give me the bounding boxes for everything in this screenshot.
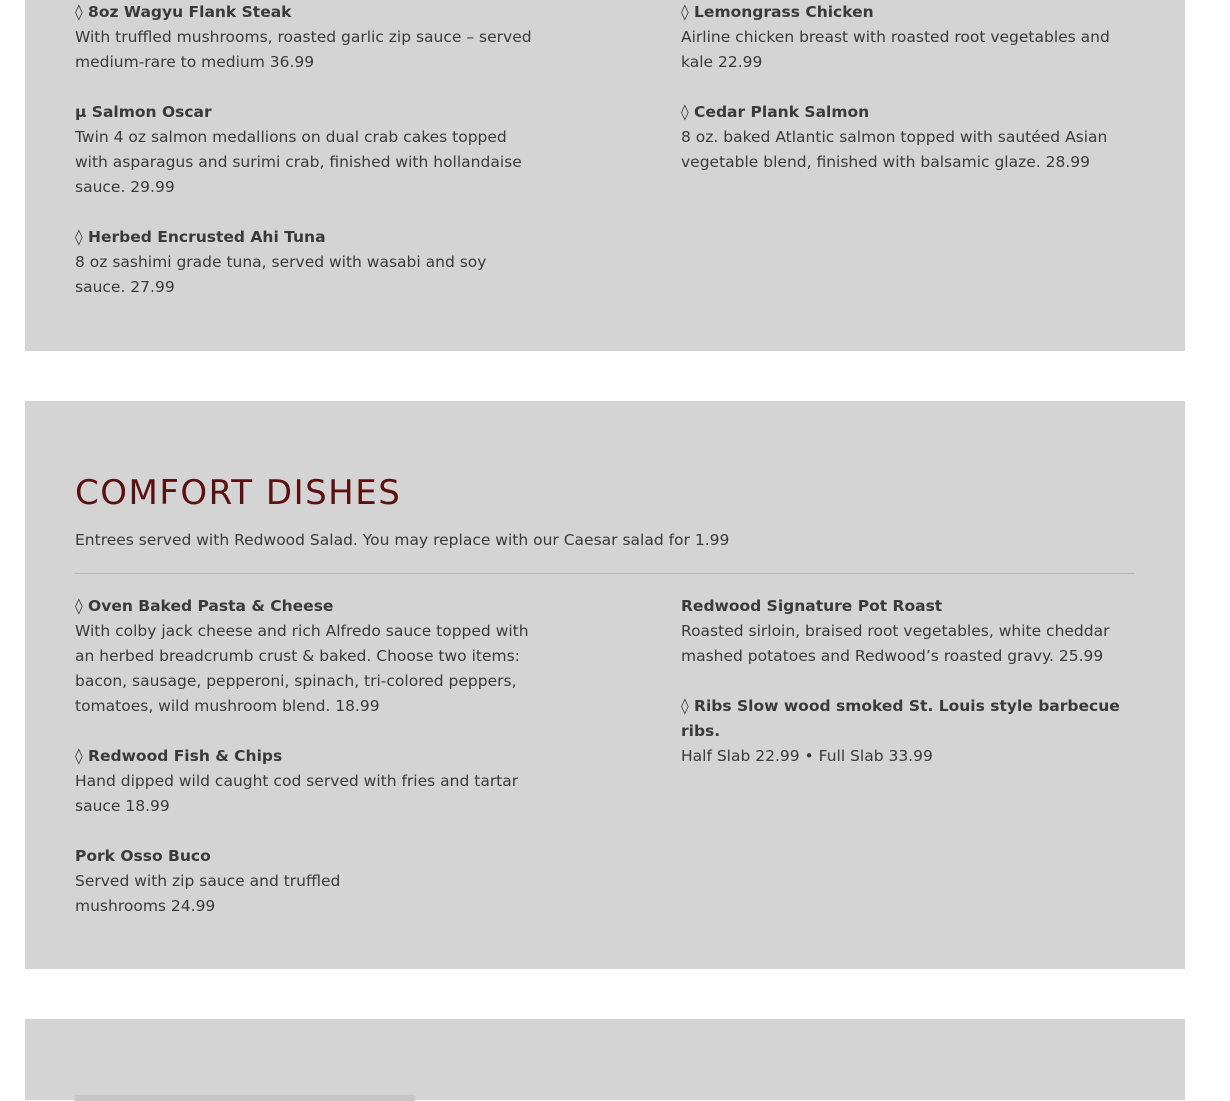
menu-item-name: ◊ Herbed Encrusted Ahi Tuna xyxy=(75,228,326,246)
menu-item-description: With colby jack cheese and rich Alfredo sauce topped with an herbed breadcrumb crust & baked. Choose two items: bacon, sausage, pepperoni, spinach, tri-colored peppers, tomatoes, wild mushroom blend. 18.99 xyxy=(75,622,529,715)
menu-item-description: Half Slab 22.99 • Full Slab 33.99 xyxy=(681,747,933,765)
menu-item-name: ◊ 8oz Wagyu Flank Steak xyxy=(75,3,292,21)
menu-item-name: Pork Osso Buco xyxy=(75,847,211,865)
comfort-dishes-panel xyxy=(25,401,1185,969)
menu-item-cedar-plank-salmon xyxy=(681,100,1141,175)
menu-item-name: µ Salmon Oscar xyxy=(75,103,212,121)
menu-item-pot-roast xyxy=(681,594,1151,669)
menu-item-lemongrass-chicken xyxy=(681,0,1141,75)
entrees-panel xyxy=(25,0,1185,351)
cropped-section-title xyxy=(75,1095,415,1101)
menu-item-description: 8 oz sashimi grade tuna, served with wasabi and soy sauce. 27.99 xyxy=(75,253,487,296)
menu-item-oven-baked-pasta xyxy=(75,594,535,719)
menu-item-wagyu-flank-steak xyxy=(75,0,535,75)
next-section-panel xyxy=(25,1019,1185,1100)
comfort-right-column xyxy=(681,594,1151,794)
entrees-left-column xyxy=(75,0,535,325)
entrees-right-column xyxy=(681,0,1141,200)
menu-item-name: ◊ Ribs Slow wood smoked St. Louis style barbecue ribs. xyxy=(681,697,1120,740)
menu-item-salmon-oscar xyxy=(75,100,535,200)
section-title: COMFORT DISHES xyxy=(75,473,402,513)
comfort-left-column xyxy=(75,594,535,944)
menu-item-description: Roasted sirloin, braised root vegetables, white cheddar mashed potatoes and Redwood’s roasted gravy. 25.99 xyxy=(681,622,1110,665)
section-note: Entrees served with Redwood Salad. You may replace with our Caesar salad for 1.99 xyxy=(75,531,730,549)
menu-item-description: Served with zip sauce and truffled mushrooms 24.99 xyxy=(75,872,341,915)
menu-item-name: ◊ Cedar Plank Salmon xyxy=(681,103,870,121)
menu-item-name: ◊ Oven Baked Pasta & Cheese xyxy=(75,597,334,615)
menu-item-name: ◊ Lemongrass Chicken xyxy=(681,3,874,21)
menu-item-name: ◊ Redwood Fish & Chips xyxy=(75,747,283,765)
menu-item-ribs xyxy=(681,694,1151,769)
menu-item-description: Hand dipped wild caught cod served with fries and tartar sauce 18.99 xyxy=(75,772,519,815)
menu-item-ahi-tuna xyxy=(75,225,535,300)
menu-item-description: 8 oz. baked Atlantic salmon topped with sautéed Asian vegetable blend, finished with balsamic glaze. 28.99 xyxy=(681,128,1108,171)
divider xyxy=(75,573,1135,574)
menu-item-description: With truffled mushrooms, roasted garlic zip sauce – served medium-rare to medium 36.99 xyxy=(75,28,532,71)
menu-item-name: Redwood Signature Pot Roast xyxy=(681,597,943,615)
menu-item-description: Twin 4 oz salmon medallions on dual crab cakes topped with asparagus and surimi crab, finished with hollandaise sauce. 29.99 xyxy=(75,128,522,196)
menu-item-fish-and-chips xyxy=(75,744,535,819)
menu-item-pork-osso-buco xyxy=(75,844,365,919)
menu-item-description: Airline chicken breast with roasted root vegetables and kale 22.99 xyxy=(681,28,1110,71)
